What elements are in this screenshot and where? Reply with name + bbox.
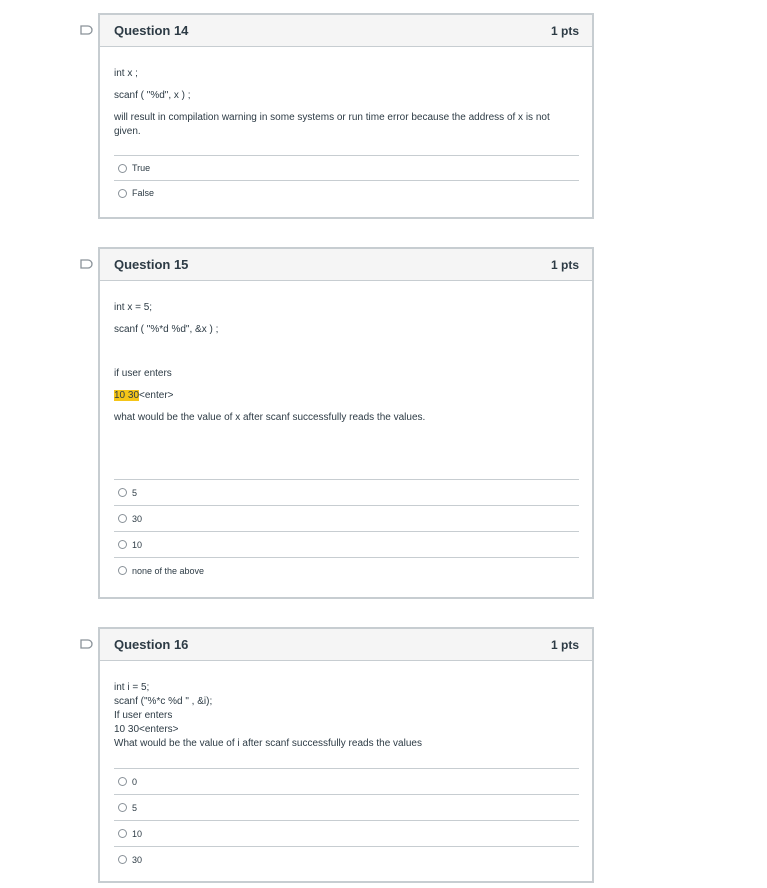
code-line: If user enters (114, 710, 173, 721)
code-line (114, 389, 579, 403)
answer-option[interactable] (114, 155, 579, 180)
enter-key-text: <enter> (139, 390, 174, 401)
code-line: scanf ("%*c %d " , &i); (114, 696, 213, 707)
question-header (100, 629, 592, 661)
question-statement: will result in compilation warning in some systems or run time error because the address of x is not given. (114, 112, 550, 137)
radio-button[interactable] (118, 514, 127, 523)
flag-question-icon[interactable] (80, 259, 93, 269)
answer-label: True (132, 163, 151, 173)
answer-label: False (132, 188, 155, 198)
question-title: Question 16 (114, 637, 189, 652)
radio-button[interactable] (118, 566, 127, 575)
code-line: scanf ( "%d", x ) ; (114, 90, 191, 101)
answer-label: 30 (132, 854, 143, 865)
question-points: 1 pts (550, 637, 579, 652)
answer-label: 0 (132, 776, 138, 787)
code-line: int x ; (114, 68, 138, 79)
answer-label: 10 (132, 539, 143, 550)
question-header (100, 15, 592, 47)
answer-option[interactable] (114, 180, 579, 205)
answer-option[interactable] (114, 768, 579, 794)
answer-option[interactable] (114, 794, 579, 820)
answer-label: 5 (132, 487, 138, 498)
radio-button[interactable] (118, 540, 127, 549)
question-header (100, 249, 592, 281)
answer-label: none of the above (132, 565, 205, 576)
answer-option[interactable] (114, 531, 579, 557)
question-statement: what would be the value of x after scanf successfully reads the values. (114, 412, 426, 423)
code-line: if user enters (114, 368, 172, 379)
radio-button[interactable] (118, 189, 127, 198)
question-title: Question 14 (114, 23, 189, 38)
code-line: int x = 5; (114, 302, 153, 313)
flag-question-icon[interactable] (80, 25, 93, 35)
question-points: 1 pts (550, 257, 579, 272)
question-points: 1 pts (550, 23, 579, 38)
answer-option[interactable] (114, 557, 579, 583)
question-card (98, 247, 594, 599)
question-card (98, 627, 594, 883)
code-line: 10 30<enters> (114, 724, 179, 735)
radio-button[interactable] (118, 777, 127, 786)
question-text (100, 661, 592, 872)
answer-option[interactable] (114, 479, 579, 505)
question-text (100, 281, 592, 583)
flag-question-icon[interactable] (80, 639, 93, 649)
question-statement: What would be the value of i after scanf successfully reads the values (114, 738, 422, 749)
answer-option[interactable] (114, 820, 579, 846)
question-text (100, 47, 592, 205)
question-title: Question 15 (114, 257, 189, 272)
radio-button[interactable] (118, 488, 127, 497)
radio-button[interactable] (118, 829, 127, 838)
question-card (98, 13, 594, 219)
radio-button[interactable] (118, 803, 127, 812)
answer-label: 5 (132, 802, 138, 813)
radio-button[interactable] (118, 164, 127, 173)
answer-option[interactable] (114, 846, 579, 872)
highlighted-input: 10 30 (114, 390, 140, 401)
radio-button[interactable] (118, 855, 127, 864)
code-line: scanf ( "%*d %d", &x ) ; (114, 324, 219, 335)
answer-option[interactable] (114, 505, 579, 531)
answer-label: 10 (132, 828, 143, 839)
answer-label: 30 (132, 513, 143, 524)
code-line: int i = 5; (114, 682, 150, 693)
